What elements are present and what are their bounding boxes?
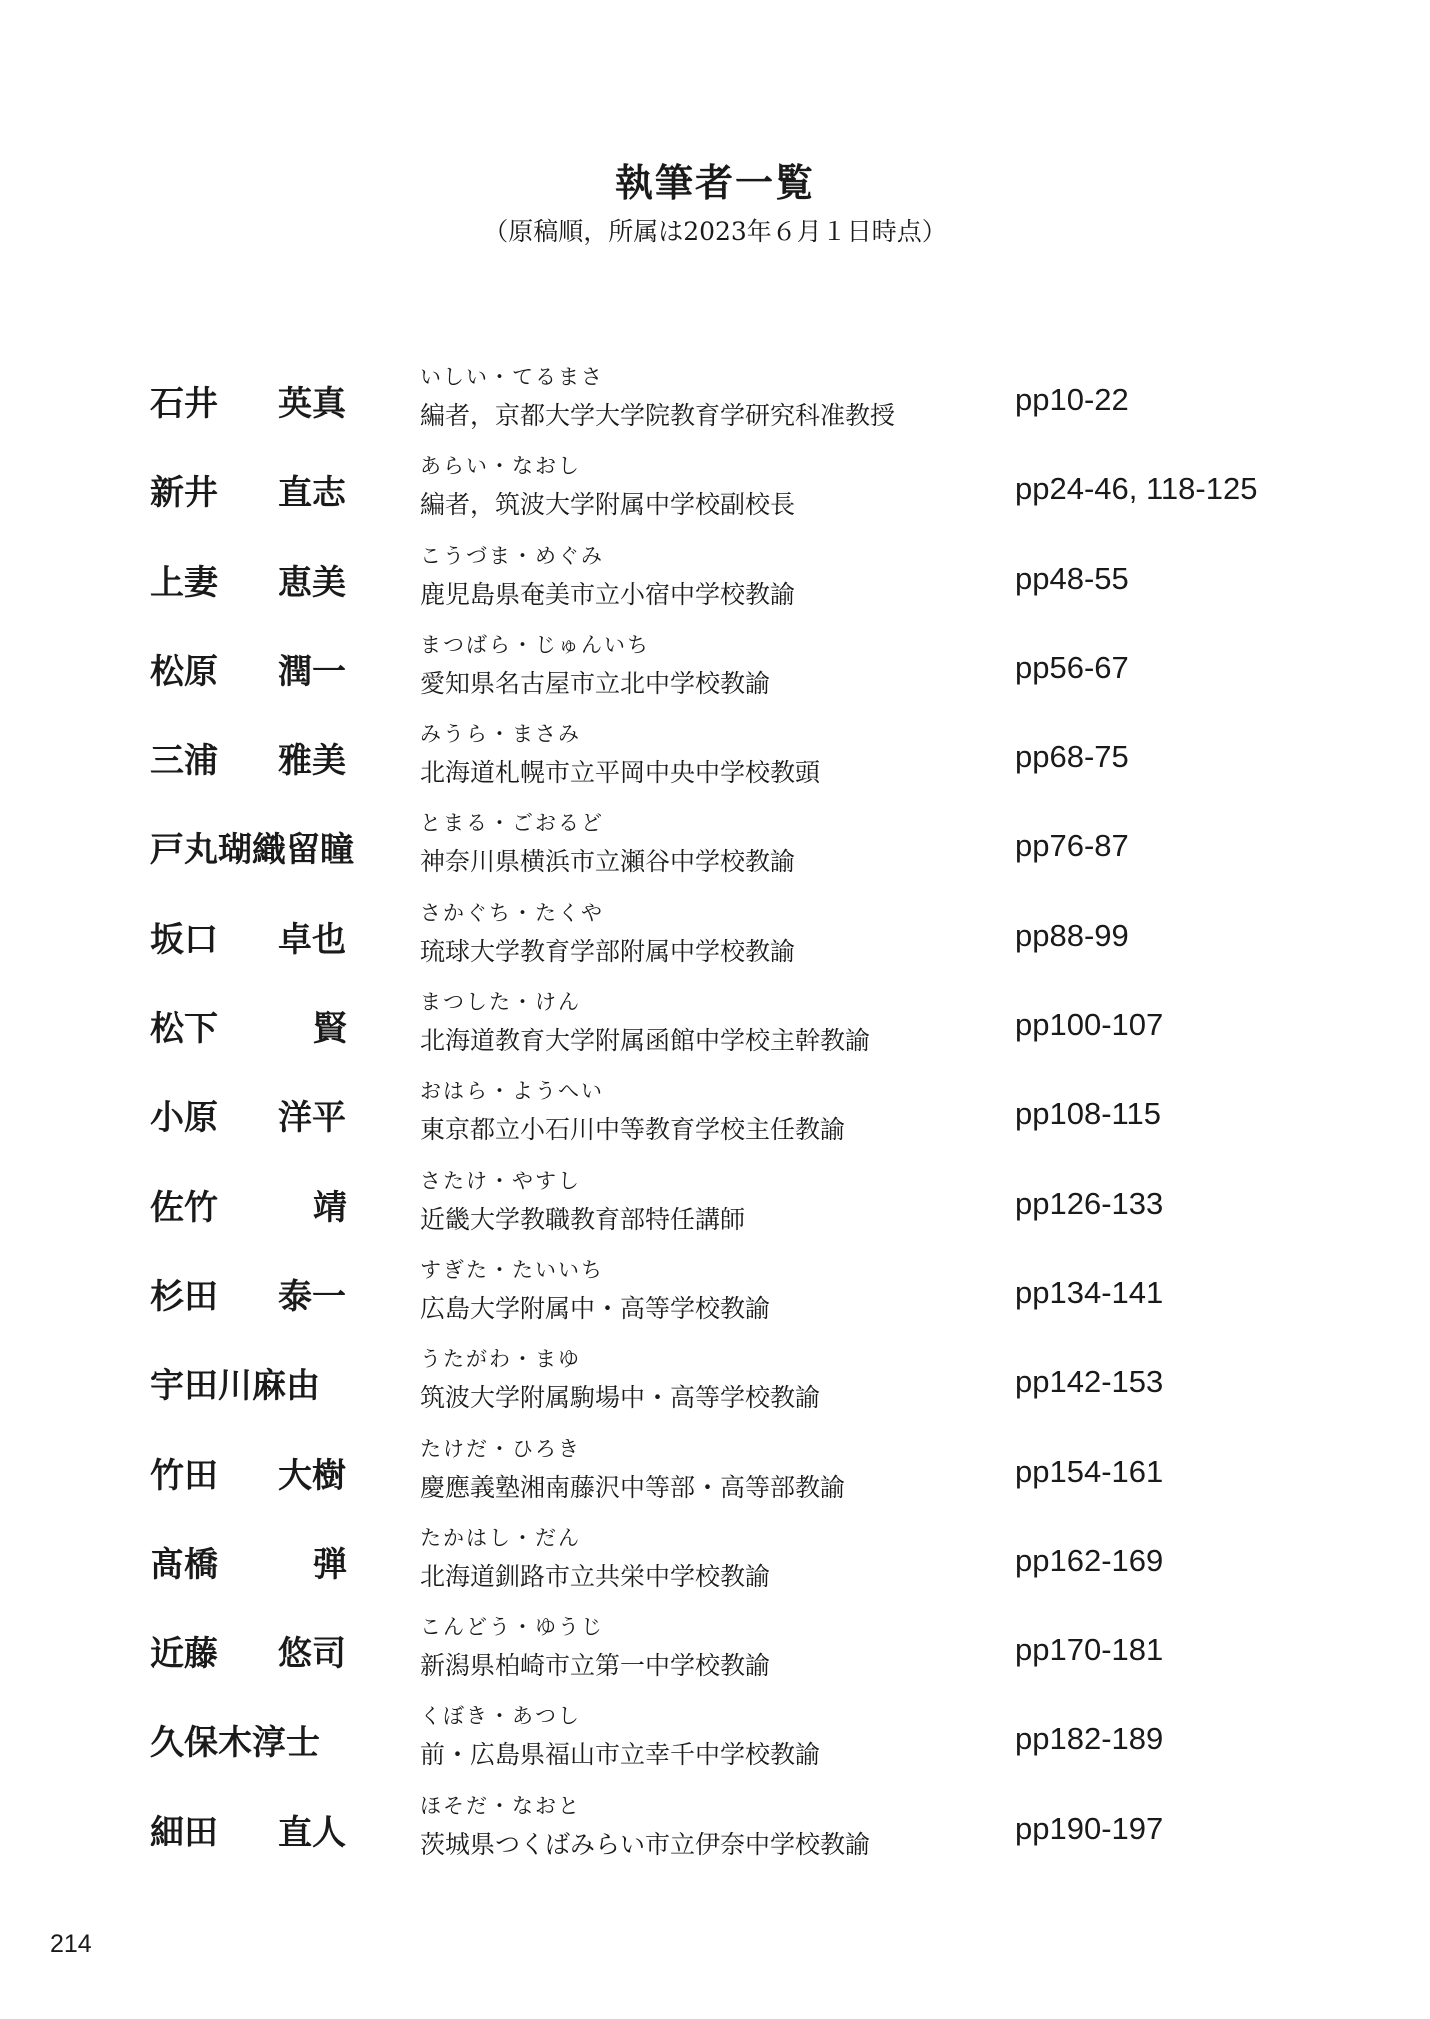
author-reading: うたがわ・まゆ xyxy=(420,1347,581,1372)
author-entry xyxy=(0,360,1430,449)
author-affiliation: 茨城県つくばみらい市立伊奈中学校教諭 xyxy=(420,1829,871,1859)
author-reading: とまる・ごおるど xyxy=(420,811,604,836)
author-reading: いしい・てるまさ xyxy=(420,365,604,389)
author-given-name: 賢 xyxy=(313,1009,347,1050)
author-family-name: 髙橋 xyxy=(150,1544,218,1585)
author-name xyxy=(150,912,346,961)
author-name xyxy=(150,644,346,693)
author-given-name: 雅美 xyxy=(278,741,346,782)
author-pages: pp182-189 xyxy=(1015,1721,1164,1757)
author-pages: pp170-181 xyxy=(1015,1632,1164,1668)
author-family-name: 宇田川 xyxy=(150,1366,252,1407)
author-pages: pp10-22 xyxy=(1015,382,1129,417)
author-reading: まつした・けん xyxy=(420,990,581,1015)
author-pages: pp190-197 xyxy=(1015,1810,1164,1846)
author-reading: おはら・ようへい xyxy=(420,1079,604,1104)
author-name xyxy=(150,1001,347,1050)
author-pages: pp126-133 xyxy=(1015,1185,1164,1221)
author-given-name: 恵美 xyxy=(278,562,346,603)
author-reading: こんどう・ゆうじ xyxy=(420,1615,604,1640)
author-entry xyxy=(0,628,1430,717)
author-given-name: 悠司 xyxy=(278,1634,346,1675)
author-name xyxy=(150,822,354,871)
author-pages: pp56-67 xyxy=(1015,649,1129,685)
author-entry xyxy=(0,449,1430,538)
author-entry xyxy=(0,1253,1430,1342)
page-title: 執筆者一覧 xyxy=(614,161,815,205)
author-given-name: 潤一 xyxy=(278,651,346,692)
author-family-name: 細田 xyxy=(150,1812,218,1853)
author-name xyxy=(150,555,346,604)
author-name xyxy=(150,1448,346,1497)
author-reading: あらい・なおし xyxy=(420,454,581,479)
author-entry xyxy=(0,717,1430,806)
author-entry xyxy=(0,1699,1430,1788)
author-reading: たけだ・ひろき xyxy=(420,1436,581,1461)
author-reading: さかぐち・たくや xyxy=(420,900,604,925)
author-reading: こうづま・めぐみ xyxy=(420,543,604,568)
author-affiliation: 愛知県名古屋市立北中学校教諭 xyxy=(420,668,771,698)
author-family-name: 新井 xyxy=(150,473,218,514)
author-given-name: 泰一 xyxy=(278,1276,346,1317)
author-name xyxy=(150,1626,346,1675)
author-given-name: 直人 xyxy=(278,1812,346,1853)
author-pages: pp162-169 xyxy=(1015,1542,1164,1578)
author-affiliation: 広島大学附属中・高等学校教諭 xyxy=(420,1293,771,1323)
author-affiliation: 前・広島県福山市立幸千中学校教諭 xyxy=(420,1740,821,1770)
author-pages: pp142-153 xyxy=(1015,1364,1164,1400)
author-affiliation: 編者，筑波大学附属中学校副校長 xyxy=(420,490,796,520)
author-given-name: 麻由 xyxy=(252,1366,320,1407)
author-name xyxy=(150,1180,347,1229)
author-family-name: 松原 xyxy=(150,651,218,692)
author-family-name: 近藤 xyxy=(150,1634,218,1675)
author-given-name: 瑚織留瞳 xyxy=(218,830,354,871)
author-reading: すぎた・たいいち xyxy=(420,1257,604,1282)
author-entry xyxy=(0,1164,1430,1253)
author-name xyxy=(150,376,346,425)
author-pages: pp68-75 xyxy=(1015,739,1129,775)
author-given-name: 靖 xyxy=(313,1187,347,1228)
author-name xyxy=(150,1358,320,1407)
author-family-name: 久保木 xyxy=(150,1723,252,1764)
author-entry xyxy=(0,1789,1430,1878)
author-entry xyxy=(0,985,1430,1074)
author-given-name: 英真 xyxy=(278,384,346,424)
author-affiliation: 編者，京都大学大学院教育学研究科准教授 xyxy=(420,401,896,430)
page-subtitle: （原稿順，所属は2023年６月１日時点） xyxy=(483,217,947,246)
author-reading: ほそだ・なおと xyxy=(420,1793,581,1818)
author-pages: pp88-99 xyxy=(1015,917,1129,953)
author-reading: たかはし・だん xyxy=(420,1525,581,1550)
author-affiliation: 新潟県柏崎市立第一中学校教諭 xyxy=(420,1651,771,1681)
author-given-name: 卓也 xyxy=(278,919,346,960)
author-entry xyxy=(0,1074,1430,1163)
author-entry xyxy=(0,1432,1430,1521)
author-reading: さたけ・やすし xyxy=(420,1168,581,1193)
author-affiliation: 神奈川県横浜市立瀬谷中学校教諭 xyxy=(420,847,796,877)
author-name xyxy=(150,1715,320,1764)
author-affiliation: 近畿大学教職教育部特任講師 xyxy=(420,1204,746,1234)
author-pages: pp154-161 xyxy=(1015,1453,1164,1489)
author-family-name: 戸丸 xyxy=(150,830,218,871)
author-given-name: 直志 xyxy=(278,473,346,514)
author-family-name: 竹田 xyxy=(150,1455,218,1496)
author-pages: pp100-107 xyxy=(1015,1007,1164,1043)
author-family-name: 石井 xyxy=(150,384,218,424)
author-affiliation: 琉球大学教育学部附属中学校教諭 xyxy=(420,936,796,966)
author-name xyxy=(150,1090,346,1139)
author-entry xyxy=(0,1521,1430,1610)
author-affiliation: 鹿児島県奄美市立小宿中学校教諭 xyxy=(420,579,796,609)
author-given-name: 弾 xyxy=(313,1544,347,1585)
author-name xyxy=(150,1805,346,1854)
author-entry xyxy=(0,806,1430,895)
author-entry xyxy=(0,896,1430,985)
author-family-name: 上妻 xyxy=(150,562,218,603)
author-reading: みうら・まさみ xyxy=(420,722,581,747)
author-family-name: 小原 xyxy=(150,1098,218,1139)
page-number: 214 xyxy=(50,1930,92,1958)
author-given-name: 大樹 xyxy=(278,1455,346,1496)
author-pages: pp134-141 xyxy=(1015,1274,1164,1310)
author-family-name: 坂口 xyxy=(150,919,218,960)
author-family-name: 三浦 xyxy=(150,741,218,782)
author-reading: まつばら・じゅんいち xyxy=(420,632,650,657)
author-affiliation: 北海道釧路市立共栄中学校教諭 xyxy=(420,1561,771,1591)
author-given-name: 洋平 xyxy=(278,1098,346,1139)
author-family-name: 松下 xyxy=(150,1009,218,1050)
author-pages: pp76-87 xyxy=(1015,828,1129,864)
author-affiliation: 東京都立小石川中等教育学校主任教諭 xyxy=(420,1115,846,1145)
author-entry xyxy=(0,1342,1430,1431)
author-pages: pp24-46, 118-125 xyxy=(1015,471,1258,507)
author-name xyxy=(150,1269,346,1318)
author-affiliation: 北海道札幌市立平岡中央中学校教頭 xyxy=(420,758,821,788)
author-family-name: 佐竹 xyxy=(150,1187,218,1228)
author-family-name: 杉田 xyxy=(150,1276,218,1317)
author-name xyxy=(150,465,346,514)
author-pages: pp48-55 xyxy=(1015,560,1129,596)
author-reading: くぼき・あつし xyxy=(420,1704,581,1729)
author-pages: pp108-115 xyxy=(1015,1096,1161,1132)
author-affiliation: 筑波大学附属駒場中・高等学校教諭 xyxy=(420,1383,821,1413)
author-entry xyxy=(0,1610,1430,1699)
author-affiliation: 慶應義塾湘南藤沢中等部・高等部教諭 xyxy=(420,1472,846,1502)
author-given-name: 淳士 xyxy=(252,1723,320,1764)
author-name xyxy=(150,1537,347,1586)
author-affiliation: 北海道教育大学附属函館中学校主幹教諭 xyxy=(420,1026,871,1056)
author-entry xyxy=(0,539,1430,628)
author-list xyxy=(0,360,1430,1878)
author-name xyxy=(150,733,346,782)
